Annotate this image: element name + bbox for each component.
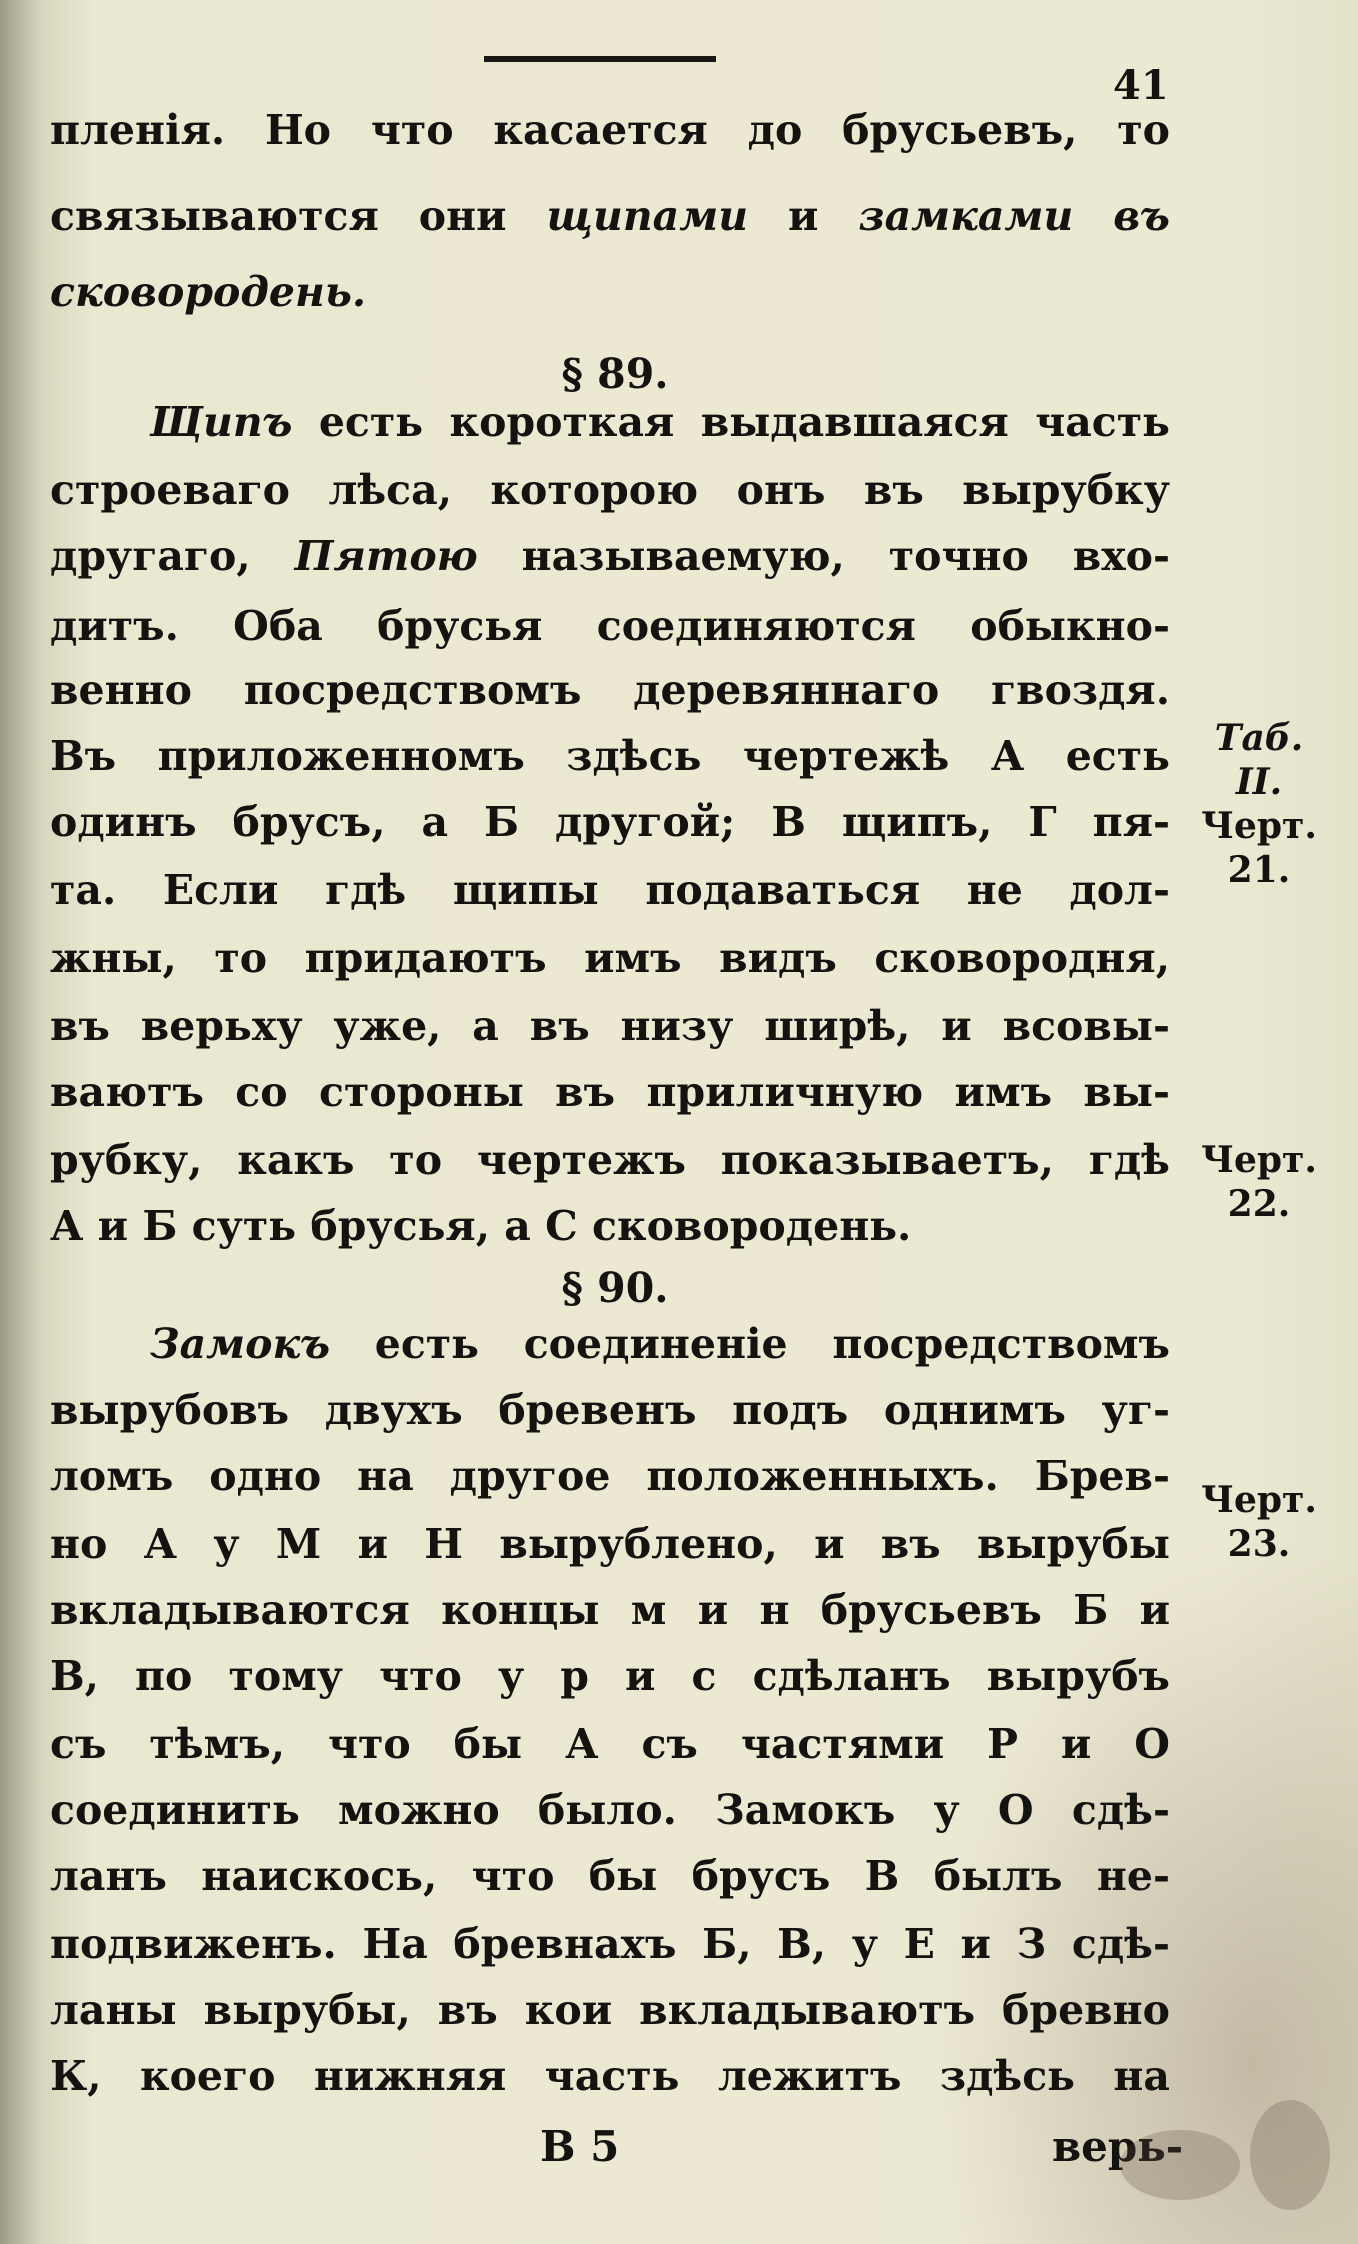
text-line: подвиженъ. На бревнахъ Б, В, у Е и З сдѣ- [50, 1920, 1170, 1968]
text-line: ланы вырубы, въ кои вкладываютъ бревно [50, 1986, 1170, 2034]
catchword: верь- [1052, 2122, 1184, 2171]
margin-text: II. [1235, 761, 1283, 803]
text-line: ланъ наискось, что бы брусъ В былъ не- [50, 1852, 1170, 1900]
margin-text: 22. [1227, 1183, 1291, 1225]
text-line: соединить можно было. Замокъ у О сдѣ- [50, 1786, 1170, 1834]
text-span: связываются они [50, 192, 547, 240]
text-span: другаго, [50, 532, 295, 580]
text-line: съ тѣмъ, что бы А съ частями Р и О [50, 1720, 1170, 1768]
margin-text: Черт. [1201, 1479, 1317, 1521]
margin-note-table [1184, 716, 1334, 892]
text-line: та. Если гдѣ щипы подаваться не дол- [50, 866, 1170, 914]
section-heading: § 89. [561, 350, 669, 398]
text-line: ломъ одно на другое положенныхъ. Брев- [50, 1452, 1170, 1500]
text-line: дитъ. Оба брусья соединяются обыкно- [50, 602, 1170, 650]
text-line [150, 392, 1170, 452]
term-italic: замками въ [858, 192, 1170, 240]
text-line: В, по тому что у р и с сдѣланъ вырубъ [50, 1652, 1170, 1700]
text-line: К, коего нижняя часть лежитъ здѣсь на [50, 2052, 1170, 2100]
text-line: рубку, какъ то чертежъ показываетъ, гдѣ [50, 1136, 1170, 1184]
text-line: строеваго лѣса, которою онъ въ вырубку [50, 466, 1170, 514]
signature-mark: В 5 [540, 2122, 620, 2171]
margin-text: Черт. [1201, 1139, 1317, 1181]
term-italic: Пятою [294, 532, 478, 580]
margin-note-figure-22 [1184, 1138, 1334, 1226]
text-line [50, 526, 1170, 586]
text-line [150, 1314, 1170, 1374]
text-line: вырубовъ двухъ бревенъ подъ однимъ уг- [50, 1386, 1170, 1434]
text-line: но А у М и Н вырублено, и въ вырубы [50, 1520, 1170, 1568]
term-italic: щипами [546, 192, 749, 240]
text-line: венно посредствомъ деревяннаго гвоздя. [50, 666, 1170, 714]
header-rule [484, 56, 716, 62]
text-line: одинъ брусъ, а Б другой; В щипъ, Г пя- [50, 798, 1170, 846]
text-line: Въ приложенномъ здѣсь чертежѣ А есть [50, 732, 1170, 780]
text-line: сковородень. [50, 268, 367, 316]
term-italic: Щипъ [150, 398, 293, 446]
margin-text: 23. [1227, 1523, 1291, 1565]
text-line [50, 186, 1170, 246]
text-line: жны, то придаютъ имъ видъ сковородня, [50, 934, 1170, 982]
paper-stain [1120, 2130, 1240, 2200]
text-span: есть соединеніе посредствомъ [330, 1320, 1170, 1368]
text-span: называемую, точно вхо- [477, 532, 1171, 580]
text-span: и [748, 192, 859, 240]
text-line: вкладываются концы м и н брусьевъ Б и [50, 1586, 1170, 1634]
text-span: есть короткая выдавшаяся часть [292, 398, 1170, 446]
section-heading: § 90. [561, 1264, 669, 1312]
text-line: ваютъ со стороны въ приличную имъ вы- [50, 1068, 1170, 1116]
margin-text: Таб. [1214, 717, 1304, 759]
text-line: въ верьху уже, а въ низу ширѣ, и всовы- [50, 1002, 1170, 1050]
text-line: А и Б суть брусья, а С сковородень. [50, 1202, 912, 1250]
text-line: пленія. Но что касается до брусьевъ, то [50, 106, 1170, 154]
paper-stain [1250, 2100, 1330, 2210]
page-number: 41 [1113, 62, 1169, 109]
margin-text: 21. [1227, 849, 1291, 891]
term-italic: Замокъ [150, 1320, 331, 1368]
margin-note-figure-23 [1184, 1478, 1334, 1566]
margin-text: Черт. [1201, 805, 1317, 847]
